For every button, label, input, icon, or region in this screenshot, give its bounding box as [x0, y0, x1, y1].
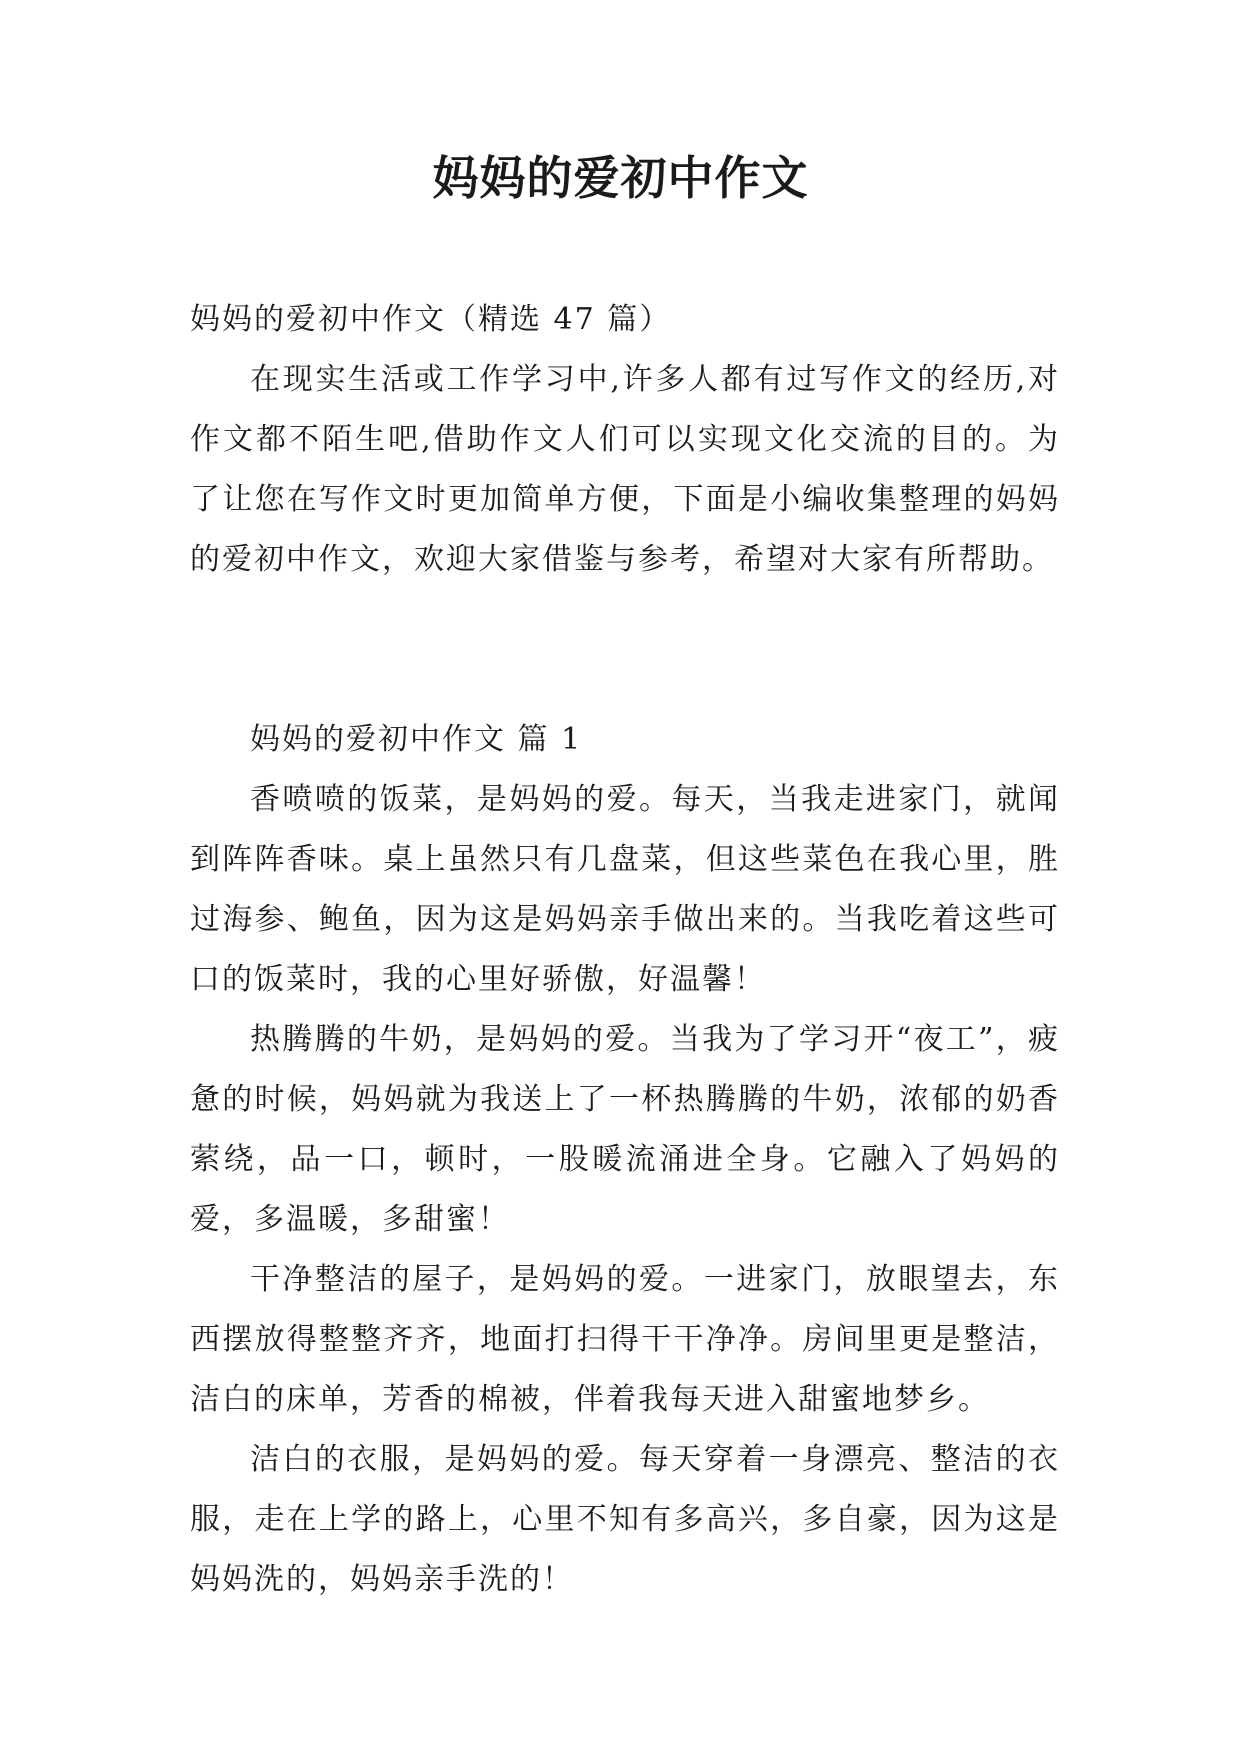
essay-paragraph-4: 洁白的衣服，是妈妈的爱。每天穿着一身漂亮、整洁的衣服，走在上学的路上，心里不知有多高兴，多自豪，因为这是妈妈洗的，妈妈亲手洗的！ — [190, 1442, 1060, 1597]
page-title: 妈妈的爱初中作文 — [432, 151, 809, 205]
essay-paragraph-2: 热腾腾的牛奶，是妈妈的爱。当我为了学习开“夜工”，疲惫的时候，妈妈就为我送上了一杯热腾腾的牛奶，浓郁的奶香萦绕，品一口，顿时，一股暖流涌进全身。它融入了妈妈的爱，多温暖，多甜蜜！ — [190, 1022, 1060, 1237]
essay-paragraph-3: 干净整洁的屋子，是妈妈的爱。一进家门，放眼望去，东西摆放得整整齐齐，地面打扫得干干净净。房间里更是整洁，洁白的床单，芳香的棉被，伴着我每天进入甜蜜地梦乡。 — [190, 1262, 1060, 1417]
document-subtitle: 妈妈的爱初中作文（精选 47 篇） — [190, 302, 672, 337]
essay-paragraph-1: 香喷喷的饭菜，是妈妈的爱。每天，当我走进家门，就闻到阵阵香味。桌上虽然只有几盘菜，但这些菜色在我心里，胜过海参、鲍鱼，因为这是妈妈亲手做出来的。当我吃着这些可口的饭菜时，我的心里好骄傲，好温馨！ — [190, 782, 1060, 997]
document-body — [190, 290, 1060, 1610]
section-heading: 妈妈的爱初中作文 篇 1 — [250, 722, 583, 757]
section-spacer — [190, 590, 1060, 710]
intro-paragraph: 在现实生活或工作学习中,许多人都有过写作文的经历,对作文都不陌生吧,借助作文人们可以实现文化交流的目的。为了让您在写作文时更加简单方便，下面是小编收集整理的妈妈的爱初中作文，欢迎大家借鉴与参考，希望对大家有所帮助。 — [190, 362, 1060, 577]
